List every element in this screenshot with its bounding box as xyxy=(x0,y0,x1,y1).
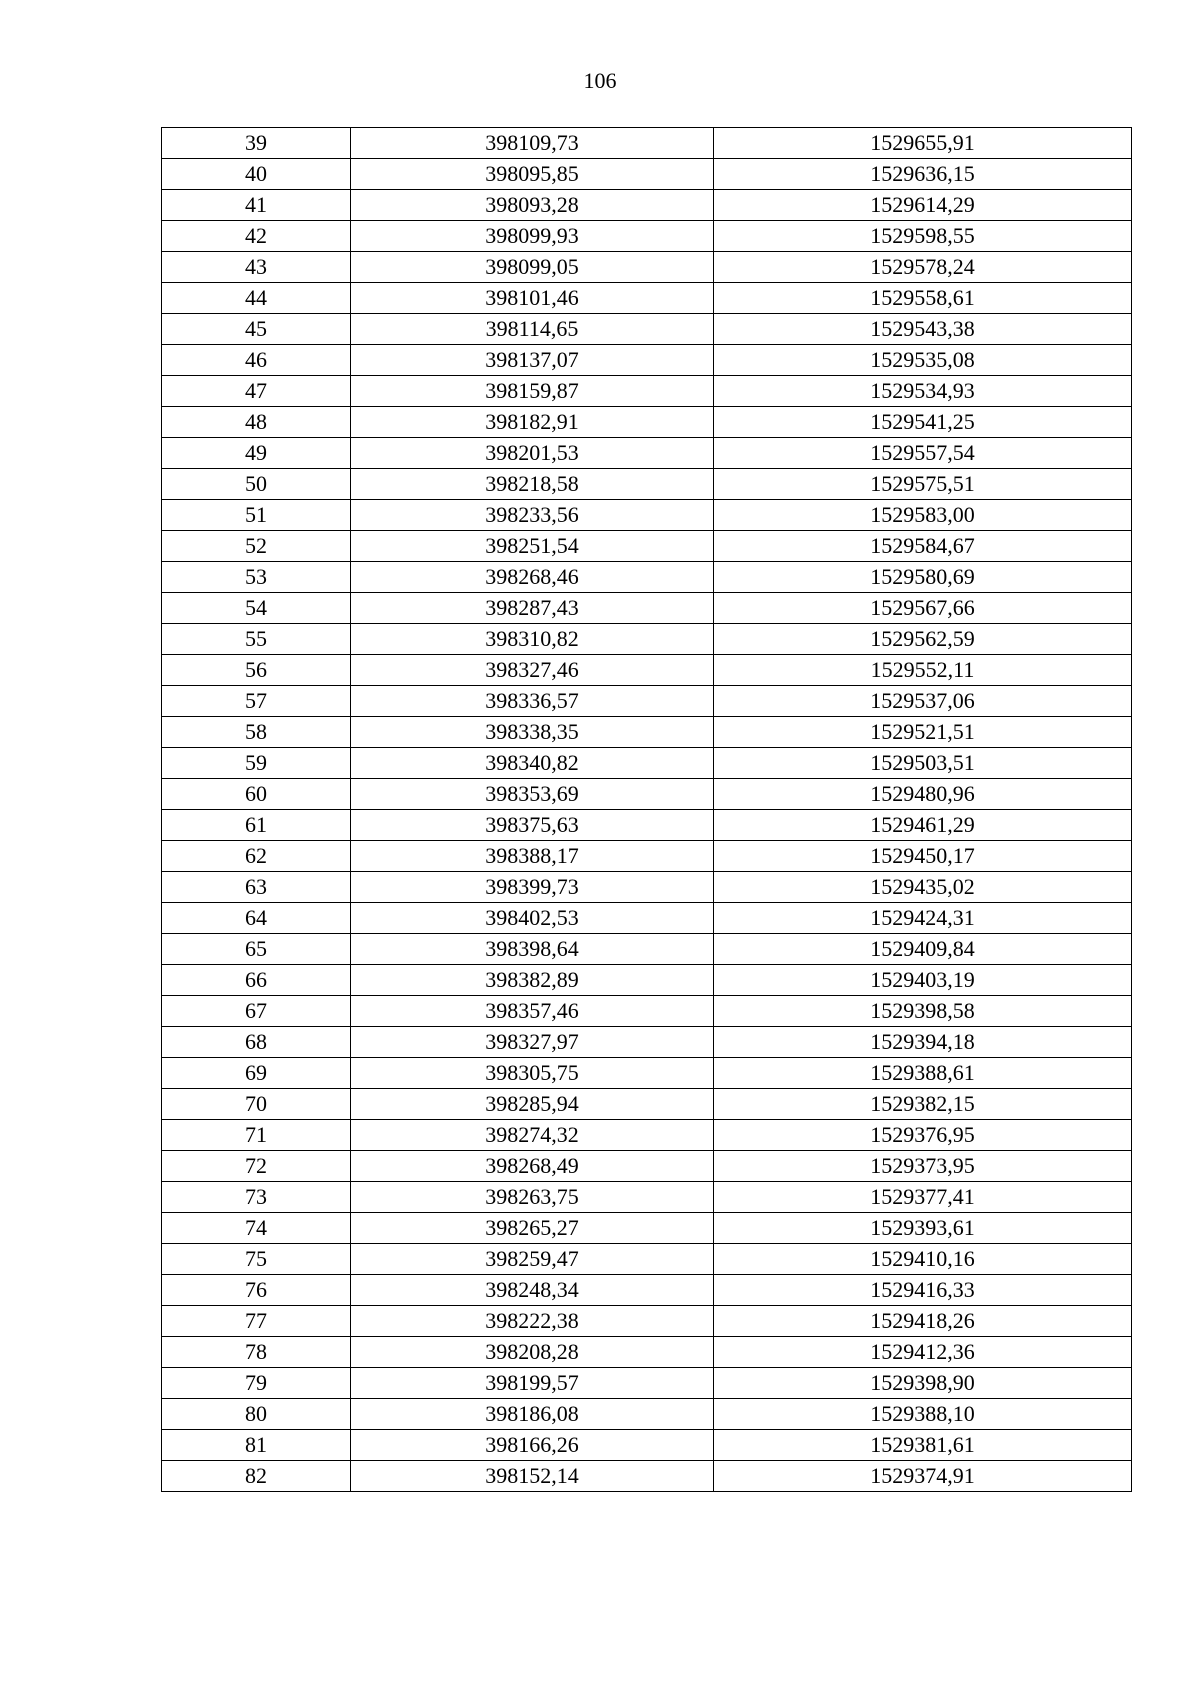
point-number-cell: 78 xyxy=(162,1337,351,1368)
table-row xyxy=(162,655,1132,686)
point-number-cell: 46 xyxy=(162,345,351,376)
y-coordinate-cell: 1529562,59 xyxy=(714,624,1132,655)
y-coordinate-cell: 1529541,25 xyxy=(714,407,1132,438)
coordinates-table xyxy=(161,127,1132,1492)
point-number-cell: 60 xyxy=(162,779,351,810)
table-row xyxy=(162,872,1132,903)
x-coordinate-cell: 398274,32 xyxy=(351,1120,714,1151)
y-coordinate-cell: 1529374,91 xyxy=(714,1461,1132,1492)
y-coordinate-cell: 1529567,66 xyxy=(714,593,1132,624)
x-coordinate-cell: 398182,91 xyxy=(351,407,714,438)
point-number-cell: 48 xyxy=(162,407,351,438)
point-number-cell: 53 xyxy=(162,562,351,593)
x-coordinate-cell: 398218,58 xyxy=(351,469,714,500)
y-coordinate-cell: 1529388,10 xyxy=(714,1399,1132,1430)
table-row xyxy=(162,1213,1132,1244)
y-coordinate-cell: 1529614,29 xyxy=(714,190,1132,221)
point-number-cell: 67 xyxy=(162,996,351,1027)
x-coordinate-cell: 398248,34 xyxy=(351,1275,714,1306)
x-coordinate-cell: 398099,93 xyxy=(351,221,714,252)
y-coordinate-cell: 1529382,15 xyxy=(714,1089,1132,1120)
x-coordinate-cell: 398357,46 xyxy=(351,996,714,1027)
y-coordinate-cell: 1529578,24 xyxy=(714,252,1132,283)
point-number-cell: 65 xyxy=(162,934,351,965)
point-number-cell: 80 xyxy=(162,1399,351,1430)
point-number-cell: 75 xyxy=(162,1244,351,1275)
x-coordinate-cell: 398268,46 xyxy=(351,562,714,593)
y-coordinate-cell: 1529535,08 xyxy=(714,345,1132,376)
table-body xyxy=(162,128,1132,1492)
point-number-cell: 54 xyxy=(162,593,351,624)
y-coordinate-cell: 1529418,26 xyxy=(714,1306,1132,1337)
table-row xyxy=(162,779,1132,810)
point-number-cell: 76 xyxy=(162,1275,351,1306)
table-row xyxy=(162,283,1132,314)
x-coordinate-cell: 398336,57 xyxy=(351,686,714,717)
point-number-cell: 74 xyxy=(162,1213,351,1244)
point-number-cell: 55 xyxy=(162,624,351,655)
table-row xyxy=(162,686,1132,717)
table-row xyxy=(162,1275,1132,1306)
table-row xyxy=(162,1461,1132,1492)
point-number-cell: 41 xyxy=(162,190,351,221)
table-row xyxy=(162,1430,1132,1461)
table-row xyxy=(162,500,1132,531)
x-coordinate-cell: 398263,75 xyxy=(351,1182,714,1213)
page-number: 106 xyxy=(583,68,617,93)
point-number-cell: 56 xyxy=(162,655,351,686)
x-coordinate-cell: 398402,53 xyxy=(351,903,714,934)
y-coordinate-cell: 1529373,95 xyxy=(714,1151,1132,1182)
point-number-cell: 40 xyxy=(162,159,351,190)
point-number-cell: 49 xyxy=(162,438,351,469)
x-coordinate-cell: 398327,46 xyxy=(351,655,714,686)
x-coordinate-cell: 398222,38 xyxy=(351,1306,714,1337)
table-row xyxy=(162,407,1132,438)
x-coordinate-cell: 398310,82 xyxy=(351,624,714,655)
table-row xyxy=(162,1399,1132,1430)
x-coordinate-cell: 398285,94 xyxy=(351,1089,714,1120)
x-coordinate-cell: 398137,07 xyxy=(351,345,714,376)
y-coordinate-cell: 1529480,96 xyxy=(714,779,1132,810)
table-row xyxy=(162,159,1132,190)
y-coordinate-cell: 1529583,00 xyxy=(714,500,1132,531)
point-number-cell: 61 xyxy=(162,810,351,841)
x-coordinate-cell: 398101,46 xyxy=(351,283,714,314)
point-number-cell: 73 xyxy=(162,1182,351,1213)
x-coordinate-cell: 398382,89 xyxy=(351,965,714,996)
y-coordinate-cell: 1529552,11 xyxy=(714,655,1132,686)
table-row xyxy=(162,1058,1132,1089)
x-coordinate-cell: 398099,05 xyxy=(351,252,714,283)
y-coordinate-cell: 1529381,61 xyxy=(714,1430,1132,1461)
x-coordinate-cell: 398388,17 xyxy=(351,841,714,872)
y-coordinate-cell: 1529412,36 xyxy=(714,1337,1132,1368)
y-coordinate-cell: 1529534,93 xyxy=(714,376,1132,407)
y-coordinate-cell: 1529461,29 xyxy=(714,810,1132,841)
y-coordinate-cell: 1529403,19 xyxy=(714,965,1132,996)
point-number-cell: 82 xyxy=(162,1461,351,1492)
table-row xyxy=(162,376,1132,407)
table-row xyxy=(162,748,1132,779)
table-row xyxy=(162,314,1132,345)
y-coordinate-cell: 1529543,38 xyxy=(714,314,1132,345)
x-coordinate-cell: 398095,85 xyxy=(351,159,714,190)
y-coordinate-cell: 1529398,58 xyxy=(714,996,1132,1027)
y-coordinate-cell: 1529636,15 xyxy=(714,159,1132,190)
table-row xyxy=(162,1027,1132,1058)
x-coordinate-cell: 398159,87 xyxy=(351,376,714,407)
table-row xyxy=(162,1368,1132,1399)
point-number-cell: 63 xyxy=(162,872,351,903)
point-number-cell: 62 xyxy=(162,841,351,872)
y-coordinate-cell: 1529377,41 xyxy=(714,1182,1132,1213)
table-row xyxy=(162,593,1132,624)
x-coordinate-cell: 398093,28 xyxy=(351,190,714,221)
x-coordinate-cell: 398201,53 xyxy=(351,438,714,469)
point-number-cell: 68 xyxy=(162,1027,351,1058)
point-number-cell: 47 xyxy=(162,376,351,407)
point-number-cell: 64 xyxy=(162,903,351,934)
x-coordinate-cell: 398208,28 xyxy=(351,1337,714,1368)
y-coordinate-cell: 1529557,54 xyxy=(714,438,1132,469)
point-number-cell: 69 xyxy=(162,1058,351,1089)
table-row xyxy=(162,717,1132,748)
x-coordinate-cell: 398338,35 xyxy=(351,717,714,748)
y-coordinate-cell: 1529376,95 xyxy=(714,1120,1132,1151)
y-coordinate-cell: 1529450,17 xyxy=(714,841,1132,872)
point-number-cell: 58 xyxy=(162,717,351,748)
table-row xyxy=(162,221,1132,252)
table-row xyxy=(162,1182,1132,1213)
point-number-cell: 39 xyxy=(162,128,351,159)
table-row xyxy=(162,345,1132,376)
point-number-cell: 42 xyxy=(162,221,351,252)
table-row xyxy=(162,1337,1132,1368)
x-coordinate-cell: 398287,43 xyxy=(351,593,714,624)
y-coordinate-cell: 1529393,61 xyxy=(714,1213,1132,1244)
y-coordinate-cell: 1529388,61 xyxy=(714,1058,1132,1089)
x-coordinate-cell: 398259,47 xyxy=(351,1244,714,1275)
y-coordinate-cell: 1529537,06 xyxy=(714,686,1132,717)
point-number-cell: 81 xyxy=(162,1430,351,1461)
x-coordinate-cell: 398265,27 xyxy=(351,1213,714,1244)
table-row xyxy=(162,965,1132,996)
table-row xyxy=(162,252,1132,283)
y-coordinate-cell: 1529521,51 xyxy=(714,717,1132,748)
x-coordinate-cell: 398114,65 xyxy=(351,314,714,345)
table-row xyxy=(162,1306,1132,1337)
point-number-cell: 44 xyxy=(162,283,351,314)
x-coordinate-cell: 398398,64 xyxy=(351,934,714,965)
x-coordinate-cell: 398353,69 xyxy=(351,779,714,810)
y-coordinate-cell: 1529394,18 xyxy=(714,1027,1132,1058)
y-coordinate-cell: 1529580,69 xyxy=(714,562,1132,593)
point-number-cell: 77 xyxy=(162,1306,351,1337)
point-number-cell: 71 xyxy=(162,1120,351,1151)
point-number-cell: 43 xyxy=(162,252,351,283)
y-coordinate-cell: 1529416,33 xyxy=(714,1275,1132,1306)
point-number-cell: 45 xyxy=(162,314,351,345)
x-coordinate-cell: 398305,75 xyxy=(351,1058,714,1089)
table-row xyxy=(162,841,1132,872)
point-number-cell: 51 xyxy=(162,500,351,531)
table-row xyxy=(162,128,1132,159)
point-number-cell: 79 xyxy=(162,1368,351,1399)
y-coordinate-cell: 1529584,67 xyxy=(714,531,1132,562)
x-coordinate-cell: 398199,57 xyxy=(351,1368,714,1399)
point-number-cell: 66 xyxy=(162,965,351,996)
table-row xyxy=(162,996,1132,1027)
x-coordinate-cell: 398109,73 xyxy=(351,128,714,159)
x-coordinate-cell: 398251,54 xyxy=(351,531,714,562)
x-coordinate-cell: 398268,49 xyxy=(351,1151,714,1182)
x-coordinate-cell: 398375,63 xyxy=(351,810,714,841)
table-row xyxy=(162,531,1132,562)
y-coordinate-cell: 1529398,90 xyxy=(714,1368,1132,1399)
table-row xyxy=(162,190,1132,221)
table-row xyxy=(162,562,1132,593)
table-row xyxy=(162,1244,1132,1275)
point-number-cell: 72 xyxy=(162,1151,351,1182)
x-coordinate-cell: 398327,97 xyxy=(351,1027,714,1058)
y-coordinate-cell: 1529424,31 xyxy=(714,903,1132,934)
table-row xyxy=(162,934,1132,965)
y-coordinate-cell: 1529655,91 xyxy=(714,128,1132,159)
point-number-cell: 52 xyxy=(162,531,351,562)
y-coordinate-cell: 1529598,55 xyxy=(714,221,1132,252)
y-coordinate-cell: 1529503,51 xyxy=(714,748,1132,779)
point-number-cell: 70 xyxy=(162,1089,351,1120)
y-coordinate-cell: 1529410,16 xyxy=(714,1244,1132,1275)
x-coordinate-cell: 398233,56 xyxy=(351,500,714,531)
x-coordinate-cell: 398166,26 xyxy=(351,1430,714,1461)
table-row xyxy=(162,810,1132,841)
x-coordinate-cell: 398399,73 xyxy=(351,872,714,903)
y-coordinate-cell: 1529575,51 xyxy=(714,469,1132,500)
point-number-cell: 57 xyxy=(162,686,351,717)
table-row xyxy=(162,1151,1132,1182)
y-coordinate-cell: 1529435,02 xyxy=(714,872,1132,903)
x-coordinate-cell: 398186,08 xyxy=(351,1399,714,1430)
table-row xyxy=(162,1089,1132,1120)
point-number-cell: 59 xyxy=(162,748,351,779)
table-row xyxy=(162,438,1132,469)
point-number-cell: 50 xyxy=(162,469,351,500)
x-coordinate-cell: 398152,14 xyxy=(351,1461,714,1492)
table-row xyxy=(162,624,1132,655)
table-row xyxy=(162,469,1132,500)
y-coordinate-cell: 1529558,61 xyxy=(714,283,1132,314)
table-row xyxy=(162,1120,1132,1151)
x-coordinate-cell: 398340,82 xyxy=(351,748,714,779)
y-coordinate-cell: 1529409,84 xyxy=(714,934,1132,965)
table-row xyxy=(162,903,1132,934)
